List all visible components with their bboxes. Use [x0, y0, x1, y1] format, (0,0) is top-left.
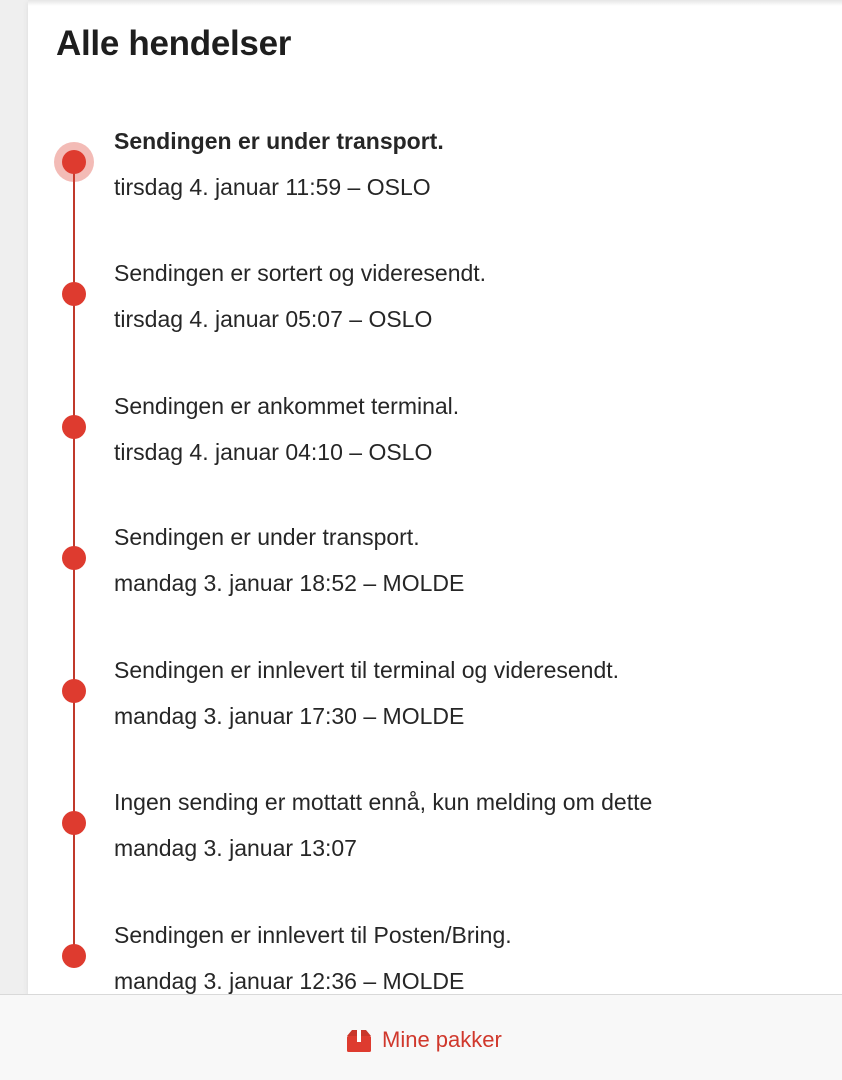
- timeline-dot: [62, 679, 86, 703]
- mine-pakker-label: Mine pakker: [382, 1027, 502, 1052]
- bottom-navigation: [0, 994, 842, 1080]
- event-title: Sendingen er under transport.: [114, 128, 444, 154]
- event-title: Sendingen er innlevert til terminal og videresendt.: [114, 657, 620, 683]
- timeline-dot: [62, 415, 86, 439]
- event-meta: mandag 3. januar 13:07: [114, 835, 357, 861]
- event-title: Sendingen er ankommet terminal.: [114, 393, 460, 419]
- timeline-dot: [62, 944, 86, 968]
- timeline-dot: [62, 282, 86, 306]
- page-title: Alle hendelser: [56, 24, 292, 63]
- event-title: Sendingen er sortert og videresendt.: [114, 260, 487, 286]
- event-meta: tirsdag 4. januar 04:10 – OSLO: [114, 439, 433, 465]
- timeline-event: [28, 785, 842, 895]
- mine-pakker-button[interactable]: [346, 1025, 502, 1055]
- left-gutter: [0, 0, 28, 994]
- event-title: Sendingen er under transport.: [114, 524, 420, 550]
- package-icon: [346, 1027, 372, 1053]
- events-card: [28, 0, 842, 994]
- event-title: Ingen sending er mottatt ennå, kun melding om dette: [114, 789, 653, 815]
- event-meta: mandag 3. januar 18:52 – MOLDE: [114, 570, 465, 596]
- event-meta: tirsdag 4. januar 11:59 – OSLO: [114, 174, 431, 200]
- timeline-event: [28, 520, 842, 630]
- timeline-event: [28, 256, 842, 366]
- timeline-event: [28, 653, 842, 763]
- timeline-event: [28, 918, 842, 994]
- timeline-dot-active: [62, 150, 86, 174]
- timeline-event: [28, 124, 842, 234]
- timeline-event: [28, 389, 842, 499]
- event-meta: mandag 3. januar 17:30 – MOLDE: [114, 703, 465, 729]
- event-meta: tirsdag 4. januar 05:07 – OSLO: [114, 306, 433, 332]
- event-meta: mandag 3. januar 12:36 – MOLDE: [114, 968, 465, 994]
- event-title: Sendingen er innlevert til Posten/Bring.: [114, 922, 512, 948]
- timeline-dot: [62, 546, 86, 570]
- card-top-shadow: [28, 0, 842, 6]
- timeline-dot: [62, 811, 86, 835]
